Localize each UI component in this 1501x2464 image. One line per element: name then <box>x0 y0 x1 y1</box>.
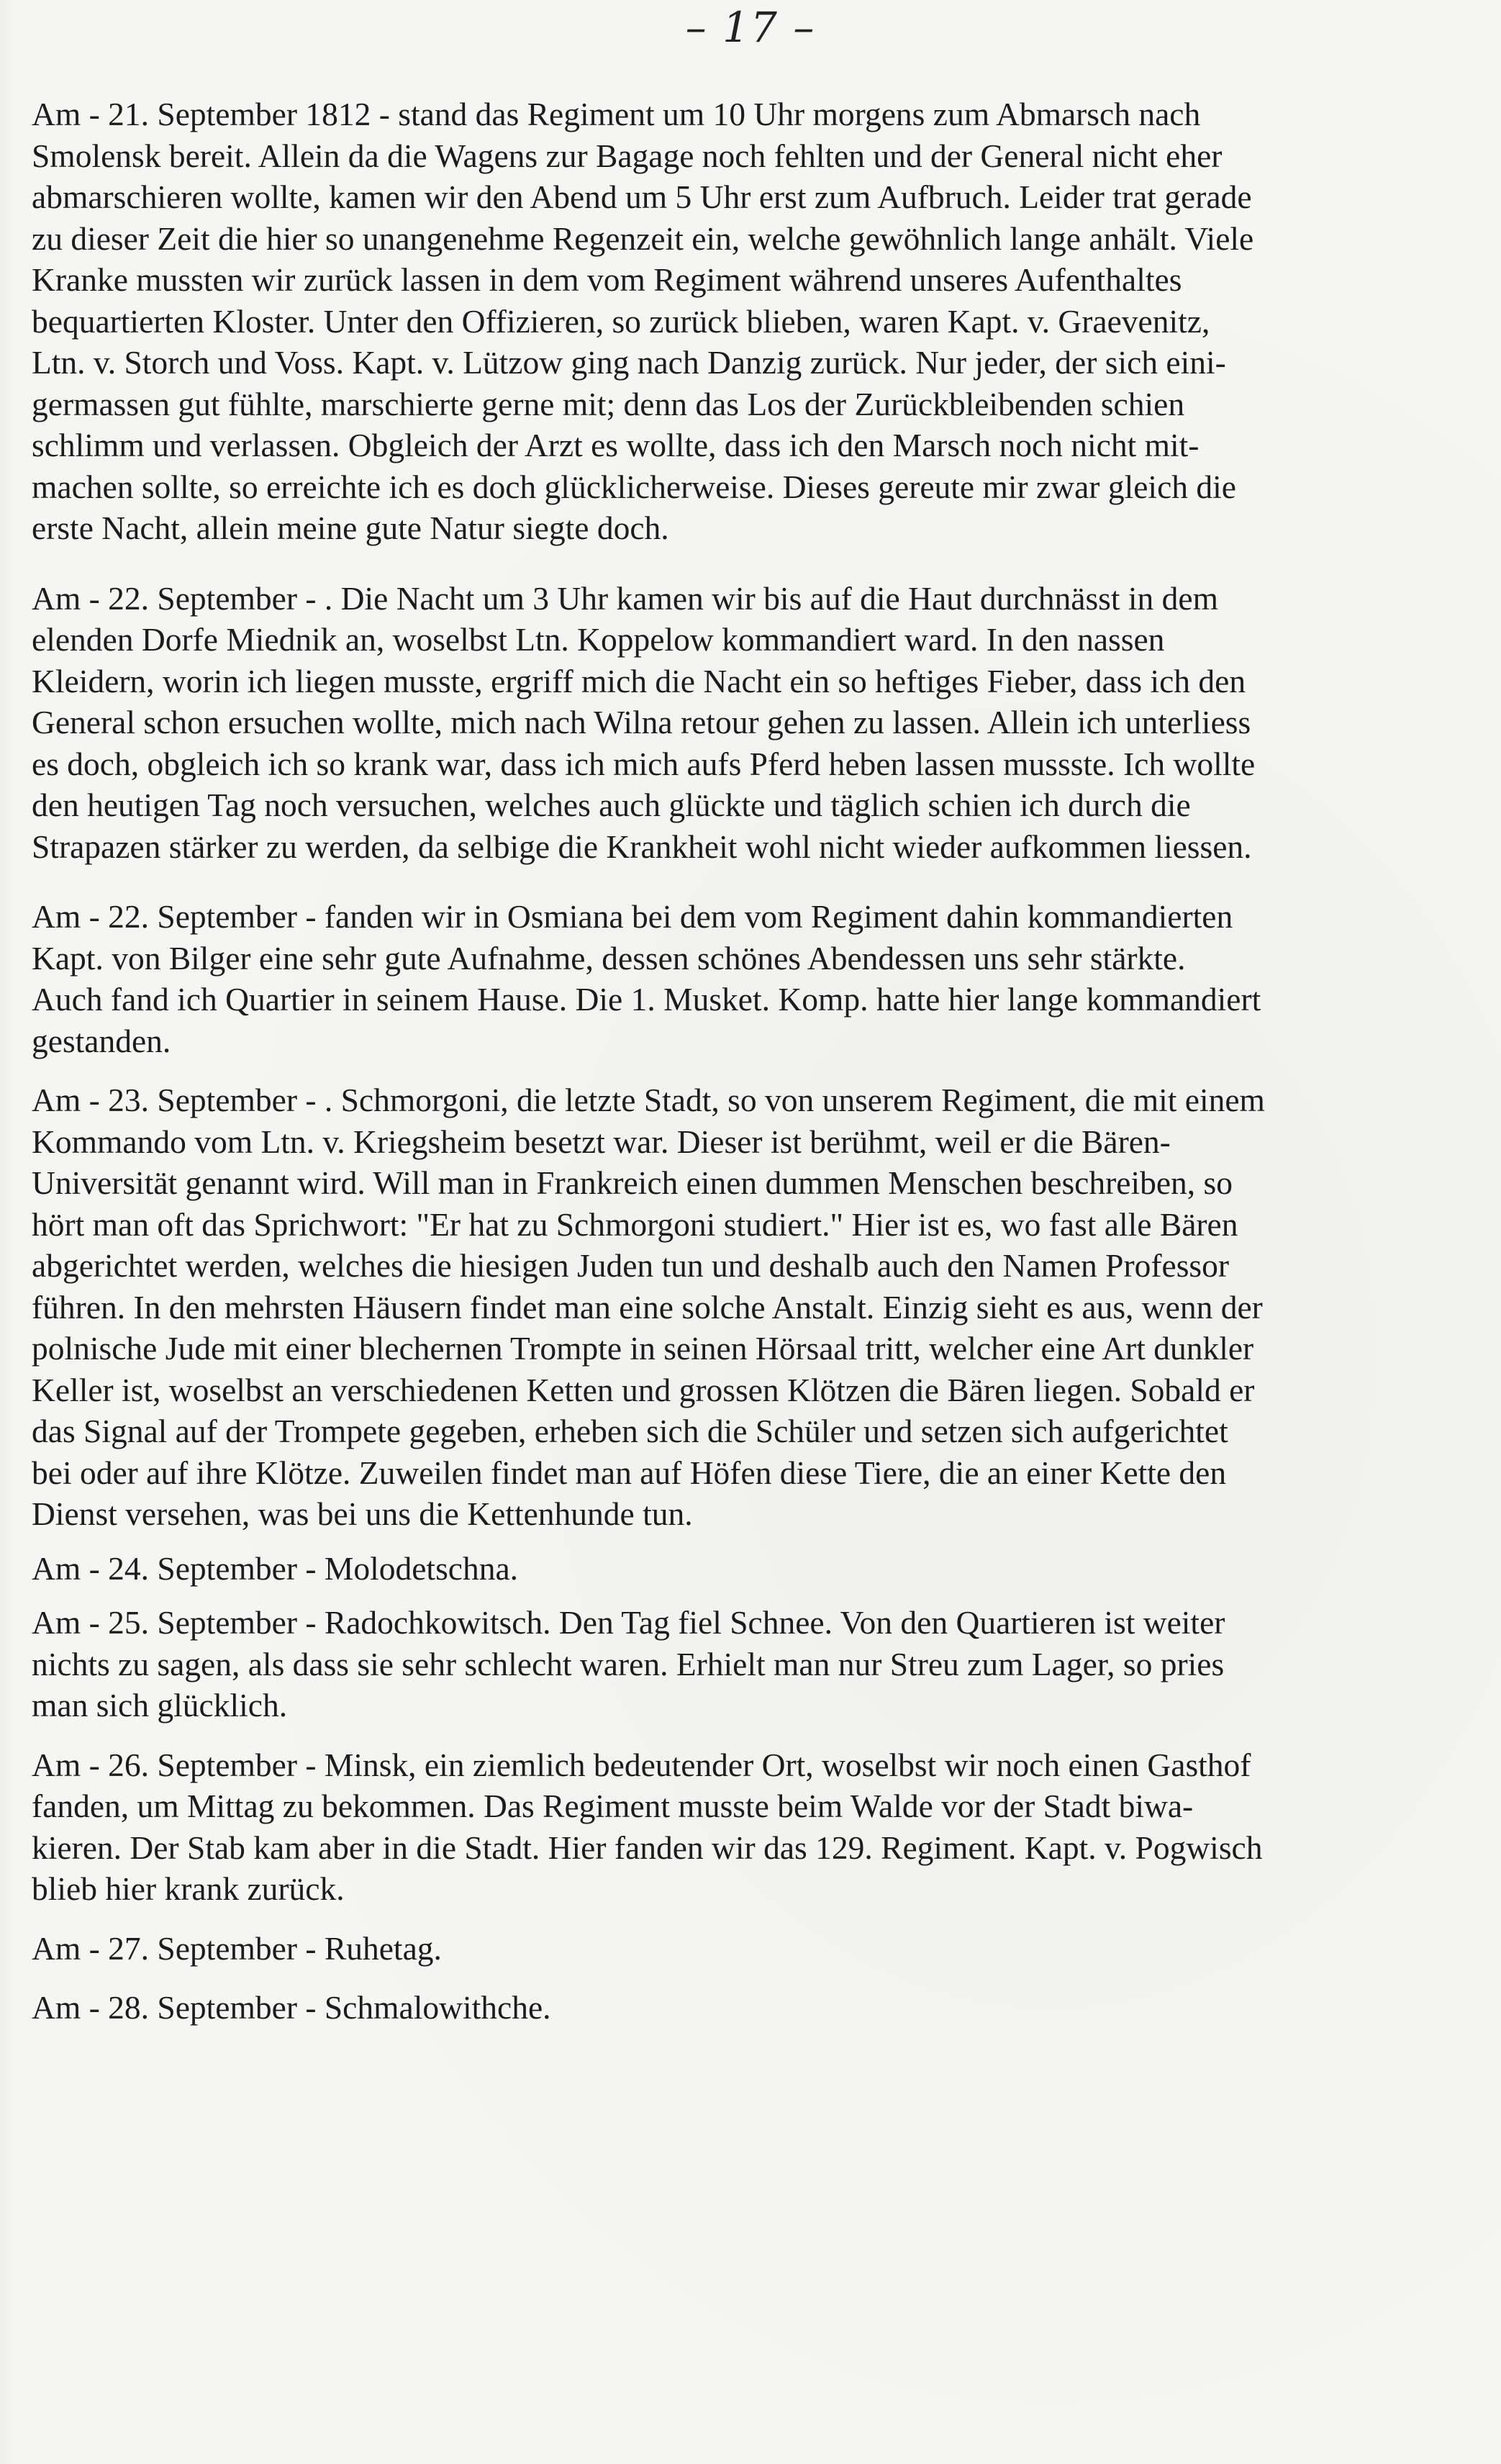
text-line: blieb hier krank zurück. <box>32 1870 345 1907</box>
text-line: Kranke mussten wir zurück lassen in dem vom Regiment während unseres Aufenthaltes <box>32 261 1182 298</box>
entry-22-september-miednik <box>32 578 1478 868</box>
text-line: General schon ersuchen wollte, mich nach Wilna retour gehen zu lassen. Allein ich unterliess <box>32 704 1251 740</box>
text-line: den heutigen Tag noch versuchen, welches auch glückte und täglich schien ich durch die <box>32 787 1191 823</box>
entry-24-september <box>32 1548 1478 1590</box>
text-line: zu dieser Zeit die hier so unangenehme Regenzeit ein, welche gewöhnlich lange anhält. Viele <box>32 219 1254 257</box>
diary-text <box>32 94 1478 2029</box>
text-line: Universität genannt wird. Will man in Frankreich einen dummen Menschen beschreiben, so <box>32 1164 1233 1201</box>
text-line: bequartierten Kloster. Unter den Offizieren, so zurück blieben, waren Kapt. v. Graevenitz, <box>32 302 1210 340</box>
text-line: fanden, um Mittag zu bekommen. Das Regiment musste beim Walde vor der Stadt biwa- <box>32 1788 1194 1824</box>
text-line: Am - 22. September - . Die Nacht um 3 Uhr kamen wir bis auf die Haut durchnässt in dem <box>32 579 1218 617</box>
text-line: Am - 22. September - fanden wir in Osmiana bei dem vom Regiment dahin kommandierten <box>32 898 1233 935</box>
text-line: Am - 27. September - Ruhetag. <box>32 1929 442 1967</box>
text-line: Strapazen stärker zu werden, da selbige die Krankheit wohl nicht wieder aufkommen liessen. <box>32 828 1252 865</box>
text-line: elenden Dorfe Miednik an, woselbst Ltn. Koppelow kommandiert ward. In den nassen <box>32 621 1165 658</box>
text-line: Am - 25. September - Radochkowitsch. Den Tag fiel Schnee. Von den Quartieren ist weiter <box>32 1604 1225 1641</box>
text-line: schlimm und verlassen. Obgleich der Arzt es wollte, dass ich den Marsch noch nicht mit- <box>32 427 1200 463</box>
entry-22-september-osmiana <box>32 896 1478 1061</box>
entry-23-september <box>32 1079 1478 1535</box>
text-line: hört man oft das Sprichwort: "Er hat zu Schmorgoni studiert." Hier ist es, wo fast alle Bären <box>32 1205 1238 1243</box>
text-line: Ltn. v. Storch und Voss. Kapt. v. Lützow ging nach Danzig zurück. Nur jeder, der sich eini- <box>32 344 1226 381</box>
text-line: machen sollte, so erreichte ich es doch glücklicherweise. Dieses gereute mir zwar gleich die <box>32 468 1236 505</box>
text-line: polnische Jude mit einer blechernen Trompte in seinen Hörsaal tritt, welcher eine Art dunkler <box>32 1330 1254 1367</box>
text-line: Keller ist, woselbst an verschiedenen Ketten und grossen Klötzen die Bären liegen. Sobald er <box>32 1371 1255 1408</box>
text-line: Smolensk bereit. Allein da die Wagens zur Bagage noch fehlten und der General nicht eher <box>32 137 1223 174</box>
text-line: Kapt. von Bilger eine sehr gute Aufnahme, dessen schönes Abendessen uns sehr stärkte. <box>32 939 1186 977</box>
entry-27-september <box>32 1928 1478 1970</box>
text-line: Am - 28. September - Schmalowithche. <box>32 1989 551 2026</box>
text-line: erste Nacht, allein meine gute Natur siegte doch. <box>32 509 669 546</box>
entry-28-september <box>32 1987 1478 2029</box>
page-number: – 17 – <box>685 3 816 52</box>
text-line: Auch fand ich Quartier in seinem Hause. Die 1. Musket. Komp. hatte hier lange kommandiert <box>32 981 1261 1018</box>
text-line: Kommando vom Ltn. v. Kriegsheim besetzt war. Dieser ist berühmt, weil er die Bären- <box>32 1123 1171 1160</box>
text-line: Dienst versehen, was bei uns die Kettenhunde tun. <box>32 1495 693 1532</box>
text-line: abmarschieren wollte, kamen wir den Abend um 5 Uhr erst zum Aufbruch. Leider trat gerade <box>32 178 1252 215</box>
text-line: das Signal auf der Trompete gegeben, erheben sich die Schüler und setzen sich aufgerichtet <box>32 1413 1228 1449</box>
text-line: Kleidern, worin ich liegen musste, ergriff mich die Nacht ein so heftiges Fieber, dass ich den <box>32 662 1246 699</box>
text-line: kieren. Der Stab kam aber in die Stadt. Hier fanden wir das 129. Regiment. Kapt. v. Pogwisch <box>32 1829 1263 1866</box>
entry-26-september <box>32 1744 1478 1910</box>
text-line: abgerichtet werden, welches die hiesigen Juden tun und deshalb auch den Namen Professor <box>32 1247 1230 1284</box>
text-line: Am - 26. September - Minsk, ein ziemlich bedeutender Ort, woselbst wir noch einen Gasthof <box>32 1746 1251 1783</box>
entry-25-september <box>32 1602 1478 1726</box>
text-line: germassen gut fühlte, marschierte gerne mit; denn das Los der Zurückbleibenden schien <box>32 385 1185 422</box>
text-line: nichts zu sagen, als dass sie sehr schlecht waren. Erhielt man nur Streu zum Lager, so pries <box>32 1645 1225 1682</box>
text-line: führen. In den mehrsten Häusern findet man eine solche Anstalt. Einzig sieht es aus, wenn der <box>32 1288 1263 1326</box>
text-line: man sich glücklich. <box>32 1687 288 1724</box>
entry-21-september <box>32 94 1478 549</box>
text-line: Am - 21. September 1812 - stand das Regiment um 10 Uhr morgens zum Abmarsch nach <box>32 96 1201 132</box>
text-line: Am - 23. September - . Schmorgoni, die letzte Stadt, so von unserem Regiment, die mit einem <box>32 1082 1265 1118</box>
text-line: Am - 24. September - Molodetschna. <box>32 1549 519 1587</box>
text-line: gestanden. <box>32 1022 171 1059</box>
text-line: es doch, obgleich ich so krank war, dass ich mich aufs Pferd heben lassen mussste. Ich wollte <box>32 745 1256 782</box>
text-line: bei oder auf ihre Klötze. Zuweilen findet man auf Höfen diese Tiere, die an einer Kette den <box>32 1454 1227 1491</box>
